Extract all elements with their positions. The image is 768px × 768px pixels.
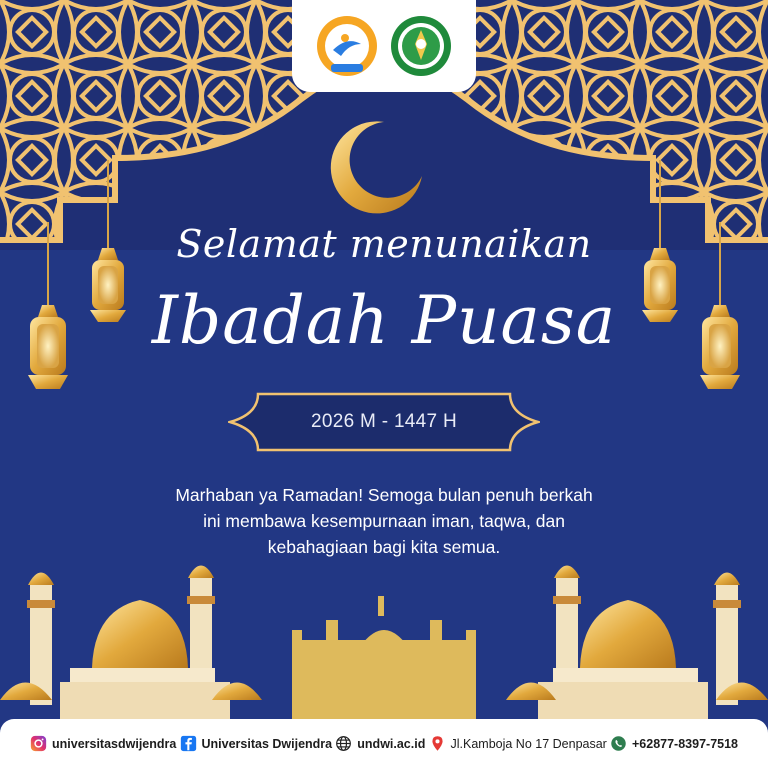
- logo-panel: [292, 0, 476, 92]
- location-pin-icon: [429, 735, 446, 752]
- whatsapp-link[interactable]: [610, 735, 738, 752]
- greeting-title: Ibadah Puasa: [151, 282, 617, 359]
- ramadan-message: [110, 482, 658, 560]
- contact-footer: [0, 719, 768, 768]
- message-line-2: ini membawa kesempurnaan iman, taqwa, dan: [203, 511, 565, 531]
- universitas-dwijendra-seal: [389, 14, 453, 78]
- year-label: 2026 M - 1447 H: [310, 411, 458, 432]
- address-item: [429, 735, 607, 752]
- globe-icon: [335, 735, 352, 752]
- whatsapp-icon: [610, 735, 627, 752]
- instagram-handle: universitasdwijendra: [52, 736, 177, 751]
- website-url: undwi.ac.id: [357, 736, 426, 751]
- address-text: Jl.Kamboja No 17 Denpasar: [450, 736, 607, 751]
- message-line-3: kebahagiaan bagi kita semua.: [267, 537, 501, 557]
- facebook-icon: [180, 735, 197, 752]
- diktisaintek-berdampak-logo: [315, 14, 379, 78]
- instagram-link[interactable]: [30, 735, 176, 752]
- facebook-link[interactable]: [180, 735, 333, 752]
- website-link[interactable]: [335, 735, 425, 752]
- greeting-line-1: Selamat menunaikan: [176, 222, 592, 266]
- instagram-icon: [30, 735, 47, 752]
- message-line-1: Marhaban ya Ramadan! Semoga bulan penuh berkah: [175, 485, 593, 505]
- facebook-page: Universitas Dwijendra: [201, 736, 333, 751]
- phone-number: +62877-8397-7518: [632, 736, 738, 751]
